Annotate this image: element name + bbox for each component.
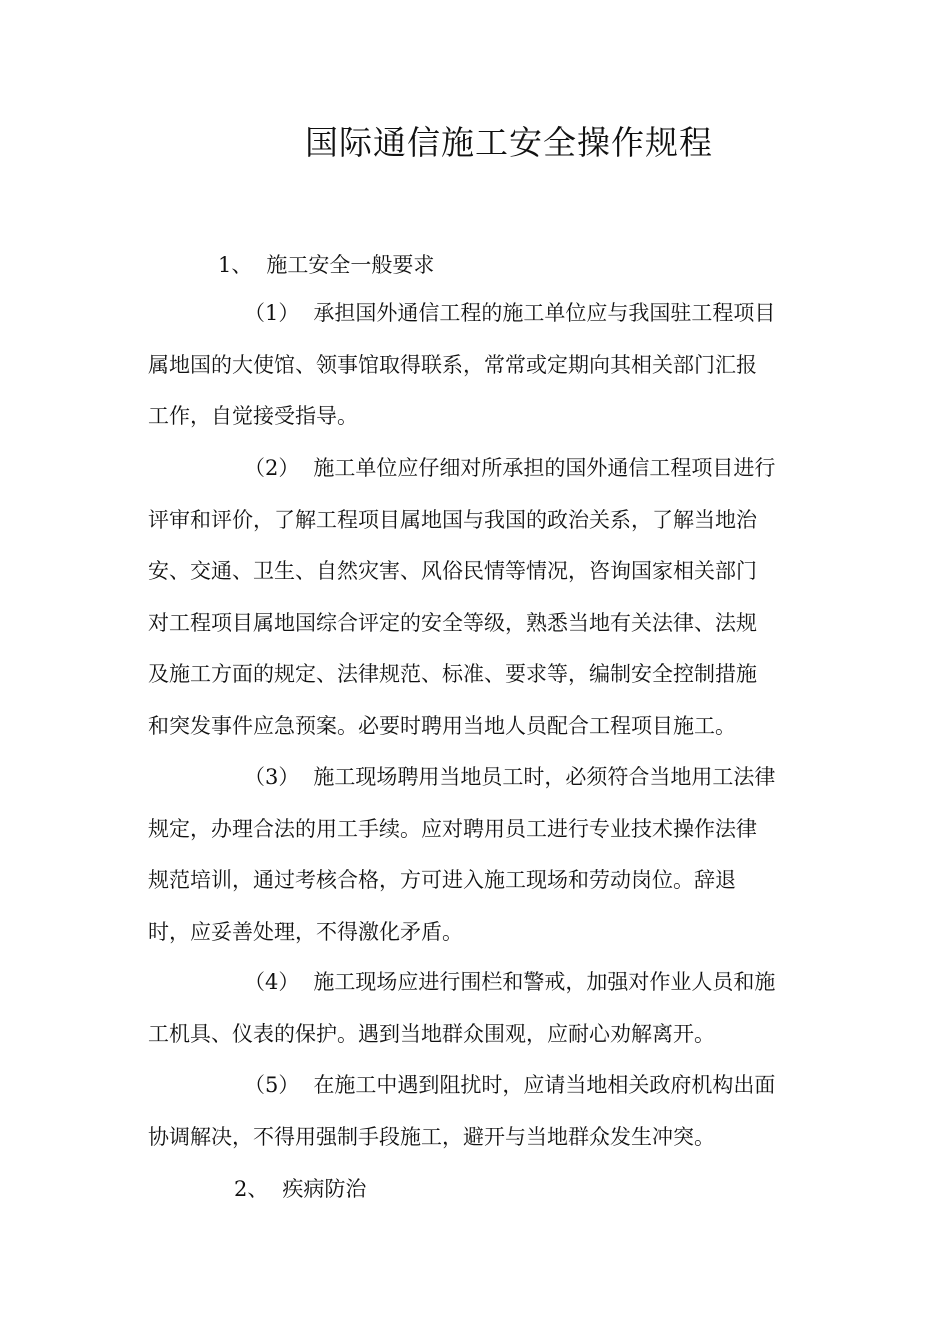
document-title: 国际通信施工安全操作规程 [305, 123, 713, 162]
paragraph-line: （3） 施工现场聘用当地员工时，必须符合当地用工法律 [244, 765, 776, 789]
paragraph-4 [148, 957, 808, 1060]
paragraph-5 [148, 1060, 808, 1163]
paragraph-number: （3） [244, 765, 300, 789]
paragraph-line: 规定，办理合法的用工手续。应对聘用员工进行专业技术操作法律 [148, 816, 757, 841]
paragraph-line: 评审和评价，了解工程项目属地国与我国的政治关系，了解当地治 [148, 507, 757, 532]
paragraph-line: 和突发事件应急预案。必要时聘用当地人员配合工程项目施工。 [148, 713, 736, 738]
paragraph-number: （1） [244, 301, 300, 325]
paragraph-number: （5） [244, 1073, 300, 1097]
paragraph-line: （5） 在施工中遇到阻扰时，应请当地相关政府机构出面 [244, 1073, 776, 1097]
paragraph-line: 及施工方面的规定、法律规范、标准、要求等，编制安全控制措施 [148, 662, 757, 686]
paragraph-1 [148, 288, 808, 443]
section-title: 疾病防治 [282, 1177, 367, 1201]
paragraph-line: 协调解决，不得用强制手段施工，避开与当地群众发生冲突。 [148, 1124, 715, 1149]
section-heading-1 [218, 250, 434, 280]
paragraph-line: （2） 施工单位应仔细对所承担的国外通信工程项目进行 [244, 456, 776, 480]
paragraph-number: （4） [244, 970, 300, 994]
paragraph-line: 工作，自觉接受指导。 [148, 404, 358, 428]
paragraph-line: （1） 承担国外通信工程的施工单位应与我国驻工程项目 [244, 301, 776, 325]
paragraph-2 [148, 443, 808, 752]
paragraph-line: 属地国的大使馆、领事馆取得联系，常常或定期向其相关部门汇报 [148, 352, 757, 377]
paragraph-line: （4） 施工现场应进行围栏和警戒，加强对作业人员和施 [244, 970, 776, 994]
paragraph-line: 规范培训，通过考核合格，方可进入施工现场和劳动岗位。辞退 [148, 868, 736, 892]
paragraph-number: （2） [244, 456, 300, 480]
paragraph-line: 工机具、仪表的保护。遇到当地群众围观，应耐心劝解离开。 [148, 1021, 715, 1046]
paragraph-3 [148, 752, 808, 958]
section-heading-2 [234, 1174, 366, 1204]
section-number: 2、 [234, 1177, 269, 1201]
paragraph-line: 安、交通、卫生、自然灾害、风俗民情等情况，咨询国家相关部门 [148, 559, 757, 583]
section-number: 1、 [218, 253, 253, 277]
paragraph-line: 时，应妥善处理，不得激化矛盾。 [148, 919, 463, 944]
section-title: 施工安全一般要求 [266, 253, 435, 277]
paragraph-line: 对工程项目属地国综合评定的安全等级，熟悉当地有关法律、法规 [148, 610, 757, 635]
